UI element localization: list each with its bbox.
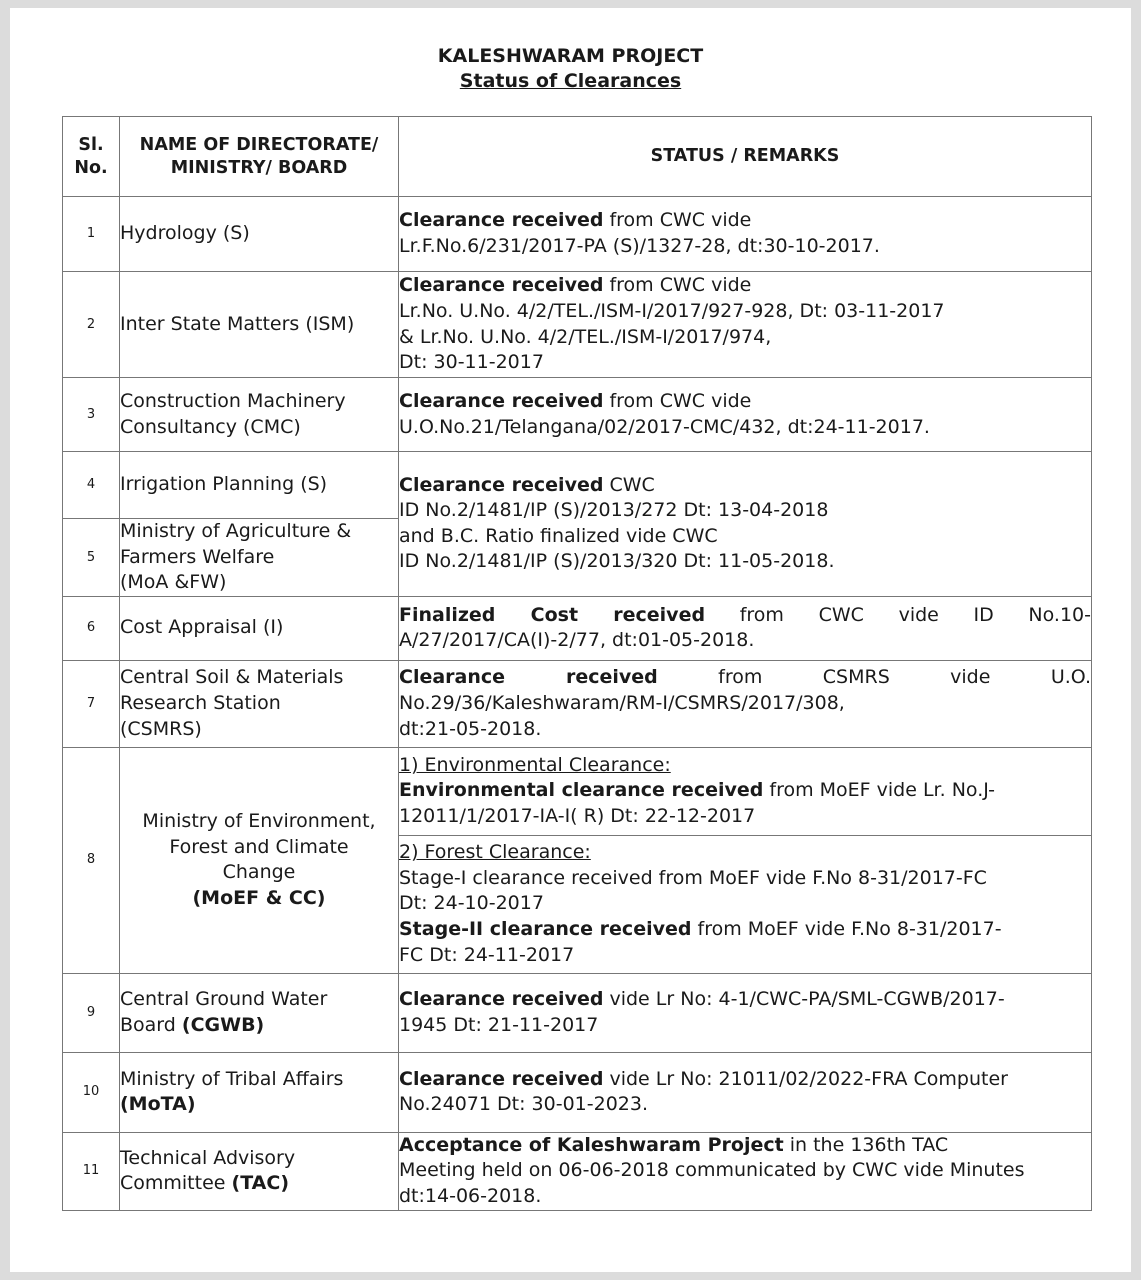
row-sl: 5 [63, 519, 120, 597]
document-subtitle: Status of Clearances [459, 70, 682, 92]
row-name: Cost Appraisal (I) [120, 596, 399, 660]
table-row [63, 197, 1092, 272]
row-sl: 11 [63, 1132, 120, 1210]
table-header-row [63, 117, 1092, 197]
row-sl: 10 [63, 1052, 120, 1132]
header-name: NAME OF DIRECTORATE/ MINISTRY/ BOARD [120, 117, 399, 197]
row-name: Ministry of Agriculture & Farmers Welfare (MoA &FW) [120, 519, 399, 597]
table-row [63, 1132, 1092, 1210]
row-sl: 3 [63, 378, 120, 452]
row-status: Clearance received from CWC vide U.O.No.21/Telangana/02/2017-CMC/432, dt:24-11-2017. [399, 378, 1092, 452]
row-status: Finalized Cost received from CWC vide ID No.10- A/27/2017/CA(I)-2/77, dt:01-05-2018. [399, 596, 1092, 660]
table-row [63, 1052, 1092, 1132]
row-name: Central Ground Water Board (CGWB) [120, 973, 399, 1052]
clearances-table [62, 116, 1092, 1211]
header-sl: Sl. No. [63, 117, 120, 197]
row-sl: 6 [63, 596, 120, 660]
row-sl: 7 [63, 660, 120, 747]
row-name: Ministry of Environment, Forest and Climate Change (MoEF & CC) [120, 747, 399, 973]
row-status: Clearance received vide Lr No: 21011/02/2022-FRA Computer No.24071 Dt: 30-01-2023. [399, 1052, 1092, 1132]
row-name: Construction Machinery Consultancy (CMC) [120, 378, 399, 452]
row-sl: 1 [63, 197, 120, 272]
row-status-environmental: 1) Environmental Clearance: Environmental clearance received from MoEF vide Lr. No.J- 12011/1/2017-IA-I( R) Dt: 22-12-2017 [399, 747, 1092, 835]
table-row [63, 378, 1092, 452]
row-sl: 9 [63, 973, 120, 1052]
row-sl: 2 [63, 272, 120, 378]
row-name: Irrigation Planning (S) [120, 452, 399, 519]
row-name: Technical Advisory Committee (TAC) [120, 1132, 399, 1210]
row-status: Acceptance of Kaleshwaram Project in the 136th TAC Meeting held on 06-06-2018 communicated by CWC vide Minutes dt:14-06-2018. [399, 1132, 1092, 1210]
row-status: Clearance received from CSMRS vide U.O. No.29/36/Kaleshwaram/RM-I/CSMRS/2017/308, dt:21-05-2018. [399, 660, 1092, 747]
table-row [63, 452, 1092, 519]
row-status: Clearance received from CWC vide Lr.No. U.No. 4/2/TEL./ISM-I/2017/927-928, Dt: 03-11-2017 & Lr.No. U.No. 4/2/TEL./ISM-I/2017/974, Dt: 30-11-2017 [399, 272, 1092, 378]
table-row [63, 660, 1092, 747]
header-status: STATUS / REMARKS [399, 117, 1092, 197]
row-status: Clearance received vide Lr No: 4-1/CWC-PA/SML-CGWB/2017- 1945 Dt: 21-11-2017 [399, 973, 1092, 1052]
row-name: Inter State Matters (ISM) [120, 272, 399, 378]
table-row [63, 596, 1092, 660]
row-name: Ministry of Tribal Affairs (MoTA) [120, 1052, 399, 1132]
table-row [63, 973, 1092, 1052]
row-name: Central Soil & Materials Research Station (CSMRS) [120, 660, 399, 747]
row-sl: 8 [63, 747, 120, 973]
row-name: Hydrology (S) [120, 197, 399, 272]
row-status-forest: 2) Forest Clearance: Stage-I clearance received from MoEF vide F.No 8-31/2017-FC Dt: 24-10-2017 Stage-II clearance received from MoEF vide F.No 8-31/2017- FC Dt: 24-11-2017 [399, 835, 1092, 973]
row-sl: 4 [63, 452, 120, 519]
document-title: KALESHWARAM PROJECT [437, 45, 704, 67]
row-status: Clearance received from CWC vide Lr.F.No.6/231/2017-PA (S)/1327-28, dt:30-10-2017. [399, 197, 1092, 272]
table-row [63, 272, 1092, 378]
row-status-merged: Clearance received CWC ID No.2/1481/IP (S)/2013/272 Dt: 13-04-2018 and B.C. Ratio finalized vide CWC ID No.2/1481/IP (S)/2013/320 Dt: 11-05-2018. [399, 452, 1092, 597]
table-row [63, 747, 1092, 835]
